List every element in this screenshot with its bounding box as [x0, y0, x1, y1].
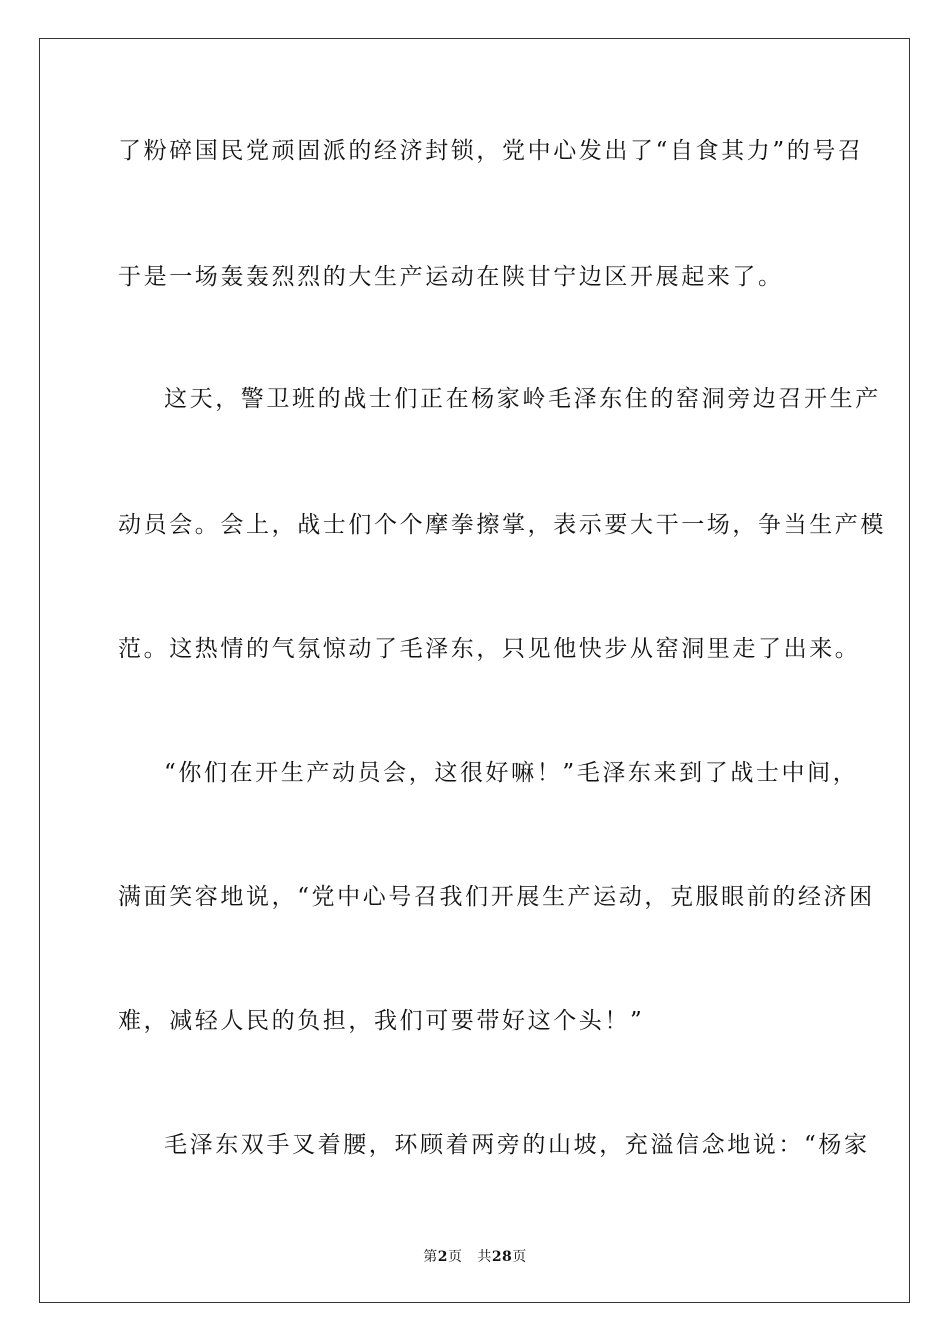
total-suffix: 页 [512, 1249, 527, 1265]
paragraph-line-9: 毛泽东双手叉着腰，环顾着两旁的山坡，充溢信念地说：“杨家 [164, 1132, 870, 1158]
total-page-count: 28 [491, 1249, 513, 1265]
paragraph-line-8: 难，减轻人民的负担，我们可要带好这个头！” [118, 1008, 645, 1034]
paragraph-line-5: 范。这热情的气氛惊动了毛泽东，只见他快步从窑洞里走了出来。 [118, 636, 861, 662]
paragraph-line-1: 了粉碎国民党顽固派的经济封锁，党中心发出了“自食其力”的号召 [118, 138, 864, 164]
page-suffix: 页 [447, 1249, 463, 1265]
paragraph-line-6: “你们在开生产动员会，这很好嘛！”毛泽东来到了战士中间， [164, 760, 859, 786]
page-prefix: 第 [423, 1249, 438, 1265]
paragraph-line-4: 动员会。会上，战士们个个摩拳擦掌，表示要大干一场，争当生产模 [118, 512, 886, 538]
page-border [39, 38, 910, 1303]
paragraph-line-3: 这天，警卫班的战士们正在杨家岭毛泽东住的窑洞旁边召开生产 [164, 386, 881, 412]
page-footer [0, 1248, 950, 1266]
current-page-number: 2 [437, 1249, 448, 1265]
paragraph-line-2: 于是一场轰轰烈烈的大生产运动在陕甘宁边区开展起来了。 [118, 264, 784, 290]
total-prefix: 共 [477, 1249, 492, 1265]
paragraph-line-7: 满面笑容地说，“党中心号召我们开展生产运动，克服眼前的经济困 [118, 884, 875, 910]
